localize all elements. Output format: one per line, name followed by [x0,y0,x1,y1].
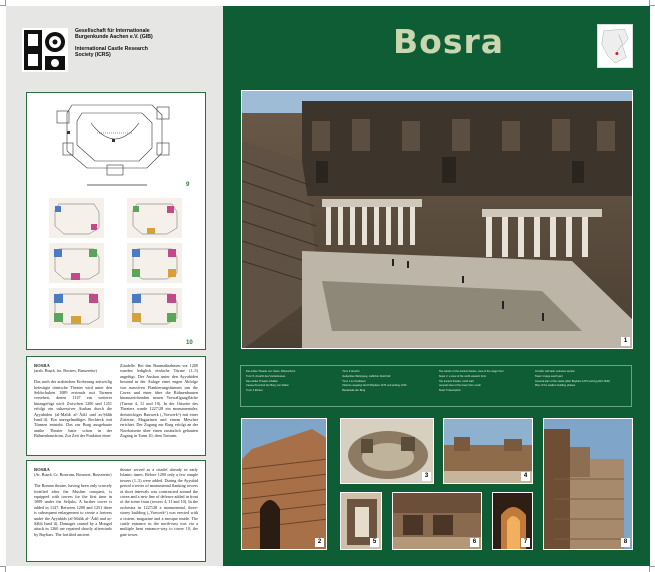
crop-mark [649,566,655,572]
photo-theatre [241,90,633,349]
theatre-image [242,91,633,349]
photo-number: 4 [521,472,530,481]
caption-line: Zisterne angelegt durch Baybars 1270 und anfang 1230 [342,384,407,388]
german-text-box [26,356,206,456]
caption-line: Tower 2, a view of the north-western front [438,374,487,378]
castle-plan-drawings [27,93,204,348]
photo-number: 3 [422,472,431,481]
org-line: International Castle Research [75,45,148,52]
english-text-col2: theatre served as a citadel already in early Islamic times. Before 1200 only a few simple towers (1–5) were added. During the Ayyubid period a series of monumental flanking towers at short intervals was constructed around the cavea and a new line of defence added in front of the scene front (towers 4, 11 and 10). In the orchestra in 1227/28 a monumental, three-storey building („Vorwerk“) was erected with a cistern, magazine and a mosque inside. The castle entrance in the north-east was via a multiple bent entrance-way to tower 10, the gate tower. [120,467,199,537]
captions-german-a [246,370,337,402]
photo-corridor [492,492,533,550]
courtyard-image [393,493,482,550]
caption-line: Baudeteile der Burg [342,389,366,393]
org-line: Burgenkunde Aachen e.V. (GIB) [75,34,153,41]
german-text-col2: Zitadelle. Bei den Baumaßnahmen vor 1200 wurden lediglich einfache Türme (1–5) angefügt. Der Ausbau unter den Ayyubiden bestand in der Anlage einer engen Abfolge von massiven Flankierungstürmen um die Cavea und einer über die Bühnenbauten hinausreichenden neuen Vorwallgangfläche (Türme 4, 11 und 10). In der Ostseite des Theaters wurde 1227/28 ein monumentaler, dreistöckiges Bauwerk („Vorwerk“) mit einer Zisterne, Magazinen und einem Mescher errichtet. Der Zugang zur Burg erfolgt an der Nordostseite über einen zusätzlich gebauten Zugang in Turm 10, dem Torturm. [120,363,198,439]
photo-number: 2 [315,538,324,547]
english-subheading: (Ar. Buṣrā, Cr. Bostrum, Bosseret, Busserette) [34,472,112,478]
caption-line: Plan of the castle's building phases [534,384,576,388]
photo-captions [240,365,632,407]
caption-line: The interior of the ancient theatre, view of the stage front [438,370,504,373]
aerial-image [341,419,434,484]
caption-line: Tower 1 large south part [534,374,563,378]
captions-english-b [535,370,626,402]
caption-line: Turm 4 Erbaut [246,389,263,393]
photo-number: 5 [370,538,379,547]
captions-english-a [439,370,530,402]
caption-line: Corridor with later entrance section [534,370,575,373]
caption-line: Turm 1 im Nordwest [342,379,366,383]
caption-line: The ancient theatre, north wall [438,379,474,383]
tower-image [242,419,327,550]
phase-plans [49,198,182,328]
english-text-box [26,460,206,562]
caption-line: Die antike Theater von Osten, Bühnenfront [246,370,296,373]
english-heading: BOSRA [34,467,50,472]
photo-tower-south [543,418,633,550]
caption-line: Cavea-/Innenhof der Burg von Süden [246,384,289,388]
photo-number: 6 [470,538,479,547]
crop-mark [0,566,6,572]
caption-line: Gedecktes Wehrgang, südlicher Abschnitt [342,374,391,378]
photo-courtyard [392,492,482,550]
castle-plans-panel [26,92,206,350]
german-body-1: Das nach der arabischen Eroberung zeitweilig befestigte römische Theater wird unter den Seldschuken 1089 erstmals mit Türmen versehen, denen 1147 ein weiterer hinzugefügt wird. Zwischen 1200 und 1251 erfolgt ein sukzessiver Ausbau durch die Ayyubiden (al-Malik al-ʿĀdil und aṣ-Ṣāliḥ Ismāʿil). Ein unregelmäßiges Rechteck mit Türmen entsteht. Das zur Burg ausgebaute antike Theater hatte schon in der Bühnenhausfront, Zur Zeit der Funktion einer [34,379,112,439]
north-wall-image [444,419,533,484]
caption-line: Turm 6 Ansicht [342,370,360,373]
photo-north-wall [443,418,533,484]
org-line: Gesellschaft für Internationale [75,28,150,34]
captions-german-b [342,370,433,402]
photo-number: 1 [621,337,630,346]
caption-line: General plan of the castle (after Baybars 1270 and Ayyubid 1230) [534,379,610,383]
location-map [597,24,633,68]
caption-line: Tower 5 description [438,389,461,393]
poster-title: Bosra [393,22,505,61]
tower-south-image [544,419,633,550]
german-heading: BOSRA [34,363,50,368]
photo-tower [241,418,327,550]
english-text-col1 [34,467,112,537]
english-body-1: The Roman theatre, having been only scarcely fortified after the Muslim conquest, is equipped with towers for the first time in 1089 under the Seljuks. A further tower is added in 1147. Between 1200 and 1251 there is subsequent enlargement to create a fortress under the Ayyubids (al-Malik al-ʿĀdil and aṣ-Ṣāliḥ Ismāʿil). Damages caused by a Mongol attack in 1260 are repaired shortly afterwards by Baybars. The fortified ancient [34,483,112,537]
society-logo [22,28,68,72]
photo-number: 8 [621,538,630,547]
org-line: Society (ICRS) [75,52,111,59]
german-text-col1 [34,363,112,439]
caption-line: Turm 5, Ansicht des Vorderkusses [246,374,286,378]
german-subheading: (arab. Buṣrā, frz. Bostres, Busserette) [34,368,97,374]
organization-name [75,28,215,59]
photo-number: 7 [521,538,530,547]
plan-number: 9 [186,182,190,188]
caption-line: General view of the tower from south [438,384,481,388]
photo-aerial [340,418,434,484]
caption-line: Das antike Theater erhalten [246,379,278,383]
photo-wall-detail [340,492,382,550]
plan-number: 10 [186,340,193,346]
